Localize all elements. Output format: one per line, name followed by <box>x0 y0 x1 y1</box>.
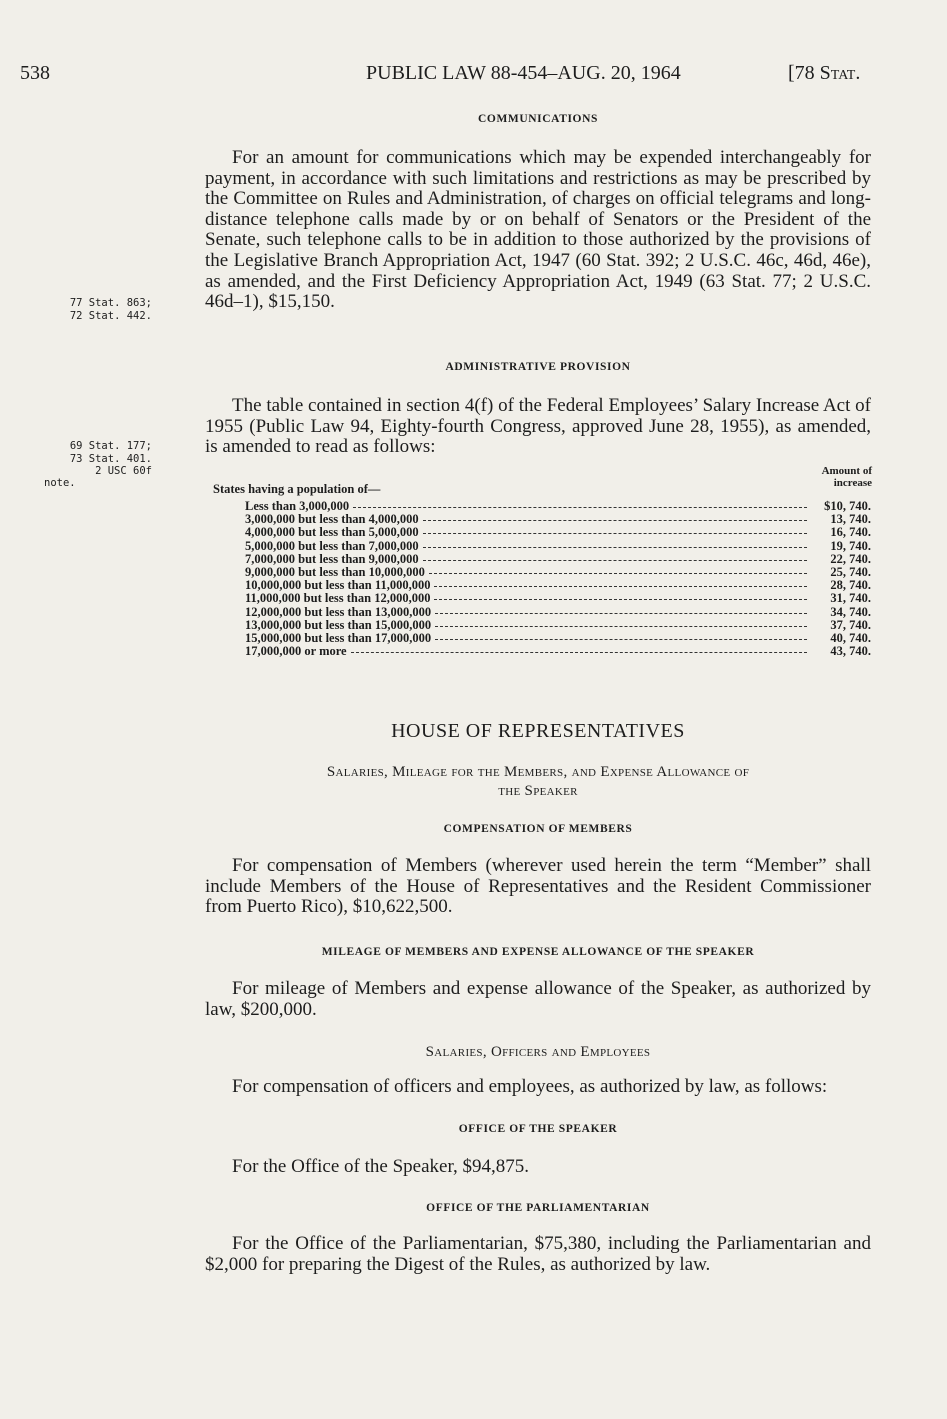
table-row <box>213 525 871 538</box>
communications-heading: COMMUNICATIONS <box>478 113 598 125</box>
margin-note-line: 72 Stat. 442. <box>69 309 152 322</box>
dot-leader <box>423 520 807 521</box>
table-row <box>213 605 871 618</box>
row-amount: 34, 740. <box>830 604 871 619</box>
section-heading-line: the Speaker <box>498 783 578 799</box>
office-of-speaker-heading: OFFICE OF THE SPEAKER <box>458 1123 618 1135</box>
row-amount: 13, 740. <box>830 512 871 527</box>
dot-leader <box>435 613 807 614</box>
row-label: 12,000,000 but less than 13,000,000 <box>245 604 432 619</box>
margin-note-line: 77 Stat. 863; <box>69 297 152 309</box>
row-label: 7,000,000 but less than 9,000,000 <box>245 551 419 566</box>
table-row <box>213 512 871 525</box>
administrative-provision-heading: ADMINISTRATIVE PROVISION <box>445 361 631 373</box>
table-row <box>213 578 871 591</box>
column-header-line: increase <box>833 477 872 489</box>
column-header-line: Amount of <box>821 465 872 477</box>
row-label: Less than 3,000,000 <box>245 499 350 513</box>
table-row <box>213 552 871 565</box>
table-row <box>213 644 871 657</box>
table-row <box>213 631 871 644</box>
page-number: 538 <box>20 62 50 84</box>
section-heading-line: Salaries, Mileage for the Members, and Expense Allowance of <box>326 764 750 780</box>
dot-leader <box>423 547 807 548</box>
running-header <box>0 62 947 88</box>
header-stat-word: Stat. <box>819 62 861 84</box>
row-amount: $10, 740. <box>824 499 871 513</box>
table-row <box>213 591 871 604</box>
margin-note-line: 2 USC 60f <box>95 465 152 477</box>
compensation-heading: COMPENSATION OF MEMBERS <box>443 823 633 835</box>
row-label: 4,000,000 but less than 5,000,000 <box>245 525 419 540</box>
dot-leader <box>353 507 807 508</box>
row-amount: 31, 740. <box>830 591 871 606</box>
dot-leader <box>351 652 807 653</box>
row-label: 15,000,000 but less than 17,000,000 <box>245 630 432 645</box>
header-stat-open: [78 <box>788 62 820 84</box>
row-amount: 37, 740. <box>830 617 871 632</box>
dot-leader <box>434 599 807 600</box>
row-label: 9,000,000 but less than 10,000,000 <box>245 564 425 579</box>
officers-paragraph: For compensation of officers and employees, as authorized by law, as follows: <box>232 1076 828 1097</box>
row-amount: 25, 740. <box>830 564 871 579</box>
margin-note-line: 69 Stat. 177; <box>69 440 152 452</box>
salaries-mileage-heading <box>205 763 871 801</box>
dot-leader <box>435 626 807 627</box>
margin-note-administrative-note: note. <box>44 477 76 489</box>
table-lead-text: States having a population of— <box>213 482 381 496</box>
parliamentarian-paragraph: For the Office of the Parliamentarian, $75,380, including the Parliamentarian and $2,000 for preparing the Digest of the Rules, as authorized by law. <box>205 1233 871 1275</box>
dot-leader <box>435 639 807 640</box>
table-row <box>213 499 871 512</box>
dot-leader <box>434 586 807 587</box>
row-label: 10,000,000 but less than 11,000,000 <box>245 578 431 593</box>
row-label: 17,000,000 or more <box>245 644 347 659</box>
dot-leader <box>423 560 807 561</box>
table-row <box>213 618 871 631</box>
compensation-paragraph: For compensation of Members (wherever used herein the term “Member” shall include Members of the House of Representatives and the Resident Commissioner from Puerto Rico), $10,622,500. <box>205 855 871 918</box>
margin-note-communications <box>2 297 152 322</box>
row-amount: 43, 740. <box>830 644 871 659</box>
row-amount: 28, 740. <box>830 578 871 593</box>
mileage-heading: MILEAGE OF MEMBERS AND EXPENSE ALLOWANCE OF THE SPEAKER <box>321 946 755 958</box>
row-amount: 40, 740. <box>830 630 871 645</box>
salary-increase-table <box>213 499 871 657</box>
header-title: PUBLIC LAW 88-454–AUG. 20, 1964 <box>366 62 681 84</box>
row-label: 5,000,000 but less than 7,000,000 <box>245 538 419 553</box>
row-label: 3,000,000 but less than 4,000,000 <box>245 512 419 527</box>
house-of-representatives-heading: HOUSE OF REPRESENTATIVES <box>391 720 685 742</box>
office-of-parliamentarian-heading: OFFICE OF THE PARLIAMENTARIAN <box>426 1202 650 1214</box>
row-amount: 16, 740. <box>830 525 871 540</box>
margin-note-administrative <box>2 440 152 478</box>
row-amount: 19, 740. <box>830 538 871 553</box>
dot-leader <box>423 533 807 534</box>
table-row <box>213 539 871 552</box>
mileage-paragraph: For mileage of Members and expense allowance of the Speaker, as authorized by law, $200,000. <box>205 978 871 1020</box>
header-stat-ref <box>788 62 860 85</box>
table-row <box>213 565 871 578</box>
dot-leader <box>429 573 807 574</box>
row-label: 13,000,000 but less than 15,000,000 <box>245 617 432 632</box>
margin-note-line: 73 Stat. 401. <box>69 452 152 465</box>
administrative-paragraph: The table contained in section 4(f) of the Federal Employees’ Salary Increase Act of 1955 (Public Law 94, Eighty-fourth Congress, approved June 28, 1955), as amended, is amended to read as follows: <box>205 395 871 458</box>
row-label: 11,000,000 but less than 12,000,000 <box>245 591 431 606</box>
table-column-header <box>786 465 872 489</box>
row-amount: 22, 740. <box>830 551 871 566</box>
officers-employees-heading: Salaries, Officers and Employees <box>425 1044 651 1060</box>
speaker-paragraph: For the Office of the Speaker, $94,875. <box>232 1156 530 1177</box>
communications-paragraph: For an amount for communications which may be expended interchangeably for payment, in accordance with such limitations and restrictions as may be prescribed by the Committee on Rules and Administration, of charges on official telegrams and long-distance telephone calls made by or on behalf of Senators or the President of the Senate, such telephone calls to be in addition to those authorized by the provisions of the Legislative Branch Appropriation Act, 1947 (60 Stat. 392; 2 U.S.C. 46c, 46d, 46e), as amended, and the First Deficiency Appropriation Act, 1949 (63 Stat. 77; 2 U.S.C. 46d–1), $15,150. <box>205 147 871 313</box>
